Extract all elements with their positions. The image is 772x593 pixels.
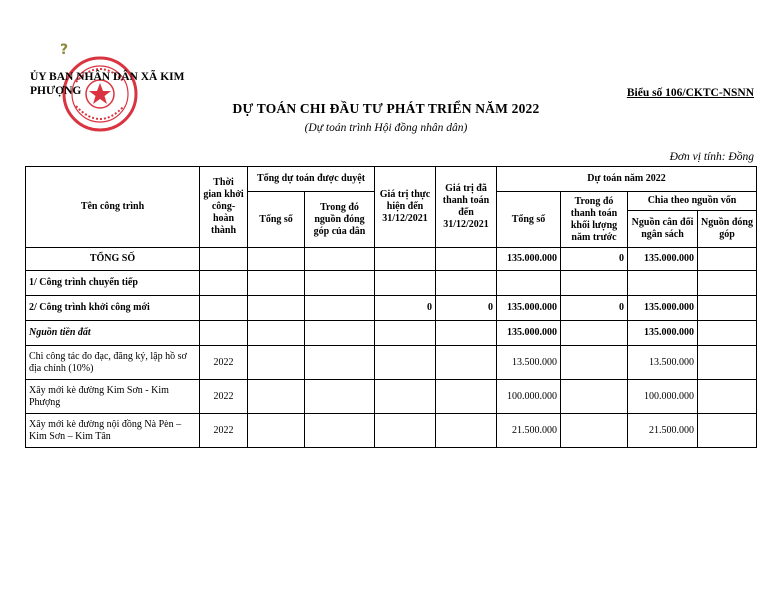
cell-time <box>200 296 248 321</box>
question-mark-icon: ? <box>60 42 69 58</box>
cell-time <box>200 321 248 346</box>
cell-src-budget: 135.000.000 <box>628 321 698 346</box>
col-header-budget-2022: Dự toán năm 2022 <box>497 167 757 192</box>
cell-done: 0 <box>375 296 436 321</box>
cell-people <box>305 380 375 414</box>
cell-done <box>375 414 436 448</box>
cell-budget-total: 100.000.000 <box>497 380 561 414</box>
cell-src-budget: 21.500.000 <box>628 414 698 448</box>
cell-paid <box>436 414 497 448</box>
cell-total <box>248 248 305 271</box>
agency-name: ỦY BAN NHÂN DÂN XÃ KIM PHƯỢNG <box>30 71 185 97</box>
cell-done <box>375 380 436 414</box>
cell-people <box>305 414 375 448</box>
cell-total <box>248 414 305 448</box>
cell-done <box>375 321 436 346</box>
cell-src-budget: 100.000.000 <box>628 380 698 414</box>
cell-prev <box>561 346 628 380</box>
cell-people <box>305 346 375 380</box>
cell-src-contrib <box>698 321 757 346</box>
cell-people <box>305 271 375 296</box>
cell-name: Chi công tác đo đạc, đăng ký, lập hồ sơ địa chính (10%) <box>26 346 200 380</box>
cell-src-budget: 135.000.000 <box>628 248 698 271</box>
cell-name: TỔNG SỐ <box>26 248 200 271</box>
cell-name: 2/ Công trình khởi công mới <box>26 296 200 321</box>
budget-table <box>25 166 757 448</box>
cell-budget-total: 135.000.000 <box>497 296 561 321</box>
cell-people <box>305 248 375 271</box>
cell-name: Xây mới kè đường Kim Sơn - Kim Phượng <box>26 380 200 414</box>
cell-time <box>200 248 248 271</box>
col-header-people-contrib: Trong đó nguồn đóng góp của dân <box>305 192 375 248</box>
cell-total <box>248 380 305 414</box>
cell-src-contrib <box>698 296 757 321</box>
col-header-src-contrib: Nguồn đóng góp <box>698 211 757 248</box>
table-row-total <box>26 248 757 271</box>
table-row <box>26 321 757 346</box>
cell-name: Xây mới kè đường nội đồng Nà Pèn – Kim Sơn – Kim Tân <box>26 414 200 448</box>
form-code: Biểu số 106/CKTC-NSNN <box>626 87 754 99</box>
table-row <box>26 414 757 448</box>
cell-total <box>248 346 305 380</box>
cell-done <box>375 271 436 296</box>
cell-time <box>200 271 248 296</box>
col-header-value-paid: Giá trị đã thanh toán đến 31/12/2021 <box>436 167 497 248</box>
cell-src-budget <box>628 271 698 296</box>
cell-name: Nguồn tiền đất <box>26 321 200 346</box>
cell-paid <box>436 321 497 346</box>
page-title: DỰ TOÁN CHI ĐẦU TƯ PHÁT TRIỂN NĂM 2022 <box>232 101 540 116</box>
table-row <box>26 380 757 414</box>
cell-src-contrib <box>698 248 757 271</box>
cell-src-contrib <box>698 414 757 448</box>
page-subtitle: (Dự toán trình Hội đồng nhân dân) <box>304 122 468 134</box>
cell-done <box>375 248 436 271</box>
col-header-by-source: Chia theo nguồn vốn <box>628 192 757 211</box>
cell-time: 2022 <box>200 414 248 448</box>
col-header-value-done: Giá trị thực hiện đến 31/12/2021 <box>375 167 436 248</box>
cell-people <box>305 296 375 321</box>
cell-paid <box>436 380 497 414</box>
cell-budget-total <box>497 271 561 296</box>
cell-prev: 0 <box>561 296 628 321</box>
col-header-prev-year: Trong đó thanh toán khối lượng năm trước <box>561 192 628 248</box>
cell-prev <box>561 414 628 448</box>
cell-paid <box>436 271 497 296</box>
col-header-total: Tổng số <box>248 192 305 248</box>
cell-paid <box>436 346 497 380</box>
col-header-src-budget: Nguồn cân đối ngân sách <box>628 211 698 248</box>
col-header-name: Tên công trình <box>26 167 200 248</box>
cell-time: 2022 <box>200 380 248 414</box>
col-header-budget-total: Tổng số <box>497 192 561 248</box>
cell-time: 2022 <box>200 346 248 380</box>
cell-total <box>248 296 305 321</box>
cell-src-contrib <box>698 380 757 414</box>
cell-src-contrib <box>698 271 757 296</box>
cell-budget-total: 135.000.000 <box>497 321 561 346</box>
table-row <box>26 296 757 321</box>
cell-paid <box>436 248 497 271</box>
cell-src-budget: 135.000.000 <box>628 296 698 321</box>
cell-total <box>248 321 305 346</box>
col-header-total-approved: Tổng dự toán được duyệt <box>248 167 375 192</box>
cell-prev <box>561 271 628 296</box>
cell-src-contrib <box>698 346 757 380</box>
table-row <box>26 271 757 296</box>
cell-budget-total: 135.000.000 <box>497 248 561 271</box>
unit-label: Đơn vị tính: Đồng <box>669 151 754 163</box>
cell-src-budget: 13.500.000 <box>628 346 698 380</box>
cell-paid: 0 <box>436 296 497 321</box>
col-header-time: Thời gian khởi công-hoàn thành <box>200 167 248 248</box>
cell-people <box>305 321 375 346</box>
cell-prev <box>561 380 628 414</box>
cell-total <box>248 271 305 296</box>
cell-done <box>375 346 436 380</box>
cell-name: 1/ Công trình chuyển tiếp <box>26 271 200 296</box>
cell-prev <box>561 321 628 346</box>
cell-budget-total: 13.500.000 <box>497 346 561 380</box>
cell-prev: 0 <box>561 248 628 271</box>
cell-budget-total: 21.500.000 <box>497 414 561 448</box>
table-row <box>26 346 757 380</box>
